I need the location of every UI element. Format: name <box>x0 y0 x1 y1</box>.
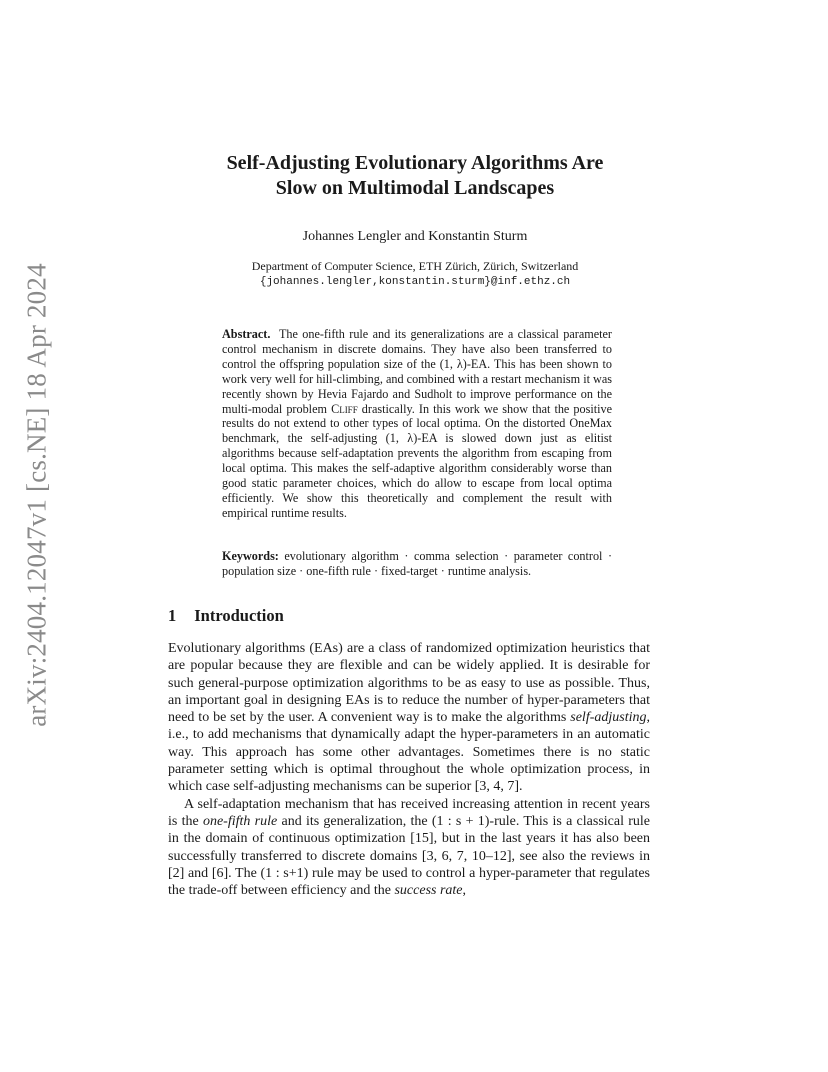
authors: Johannes Lengler and Konstantin Sturm <box>302 229 528 244</box>
arxiv-identifier: arXiv:2404.12047v1 [cs.NE] 18 Apr 2024 <box>21 263 52 727</box>
abstract-text-part-1: The one-fifth rule and its generalizations are a classical parameter control mechanism in discrete domains. They have also been transferred to control the offspring population size of the (1, λ)-EA. This has been shown to work very well for hill-climbing, and combined with a restart mechanism it was recently shown by Hevia Fajardo and Sudholt to improve performance on the multi-modal problem <box>222 327 612 416</box>
abstract-label: Abstract. <box>222 327 271 341</box>
title-line-2: Slow on Multimodal Landscapes <box>275 177 555 199</box>
author-emails: {johannes.lengler,konstantin.sturm}@inf.ethz.ch <box>259 276 571 288</box>
keywords-text: evolutionary algorithm · comma selection · parameter control · population size · one-fifth rule · fixed-target · runtime analysis. <box>222 549 613 578</box>
section-heading <box>168 606 284 626</box>
affiliation: Department of Computer Science, ETH Zürich, Zürich, Switzerland <box>251 259 579 273</box>
cliff-problem-name: Cliff <box>331 401 358 416</box>
keywords-label: Keywords: <box>222 549 279 563</box>
title-line-1: Self-Adjusting Evolutionary Algorithms Are <box>226 152 604 174</box>
section-number: 1 <box>168 606 177 625</box>
paragraph-2-emphasis-2: success rate <box>394 883 463 899</box>
arxiv-identifier-sidebar <box>20 260 54 730</box>
paragraph-1 <box>168 640 650 796</box>
paragraph-1-emphasis: self-adjusting <box>570 710 647 726</box>
keywords <box>222 549 612 579</box>
paragraph-2-text-a: A self-adaptation mechanism that has received increasing attention in recent years is the <box>168 796 650 829</box>
paragraph-2 <box>168 796 650 900</box>
abstract-text-part-2: drastically. In this work we show that the positive results do not extend to other types of local optima. On the distorted OneMax benchmark, the self-adjusting (1, λ)-EA is slowed down just as elitist algorithms because self-adaptation prevents the algorithm from escaping from local optima. This makes the self-adaptive algorithm considerably worse than good static parameter choices, which do allow to escape from local optima efficiently. We show this theoretically and complement the result with empirical runtime results. <box>222 401 613 520</box>
introduction-body <box>168 640 650 899</box>
paper-title <box>170 151 660 201</box>
paragraph-1-text-b: , i.e., to add mechanisms that dynamically adapt the hyper-parameters in an automatic way. This approach has some other advantages. Sometimes there is no static parameter setting which is optimal throughout the whole optimization process, in which case self-adjusting mechanisms can be superior [3, 4, 7]. <box>168 710 650 795</box>
paragraph-2-emphasis-1: one-fifth rule <box>202 813 278 829</box>
section-title: Introduction <box>194 606 284 625</box>
abstract <box>222 327 612 521</box>
paragraph-2-text-b: and its generalization, the (1 : s + 1)-rule. This is a classical rule in the domain of continuous optimization [15], but in the last years it has also been successfully transferred to discrete domains [3, 6, 7, 10–12], see also the reviews in [2] and [6]. The (1 : s+1) rule may be used to control a hyper-parameter that regulates the trade-off between efficiency and the <box>168 813 651 899</box>
paragraph-2-text-c: , <box>462 883 467 899</box>
paragraph-1-text-a: Evolutionary algorithms (EAs) are a class of randomized optimization heuristics that are popular because they are flexible and can be widely applied. It is desirable for such general-purpose optimization algorithms to be as easy to use as possible. Thus, an important goal in designing EAs is to reduce the number of hyper-parameters that need to be set by the user. A convenient way is to make the algorithms <box>168 641 650 726</box>
affiliation-block <box>170 258 660 290</box>
